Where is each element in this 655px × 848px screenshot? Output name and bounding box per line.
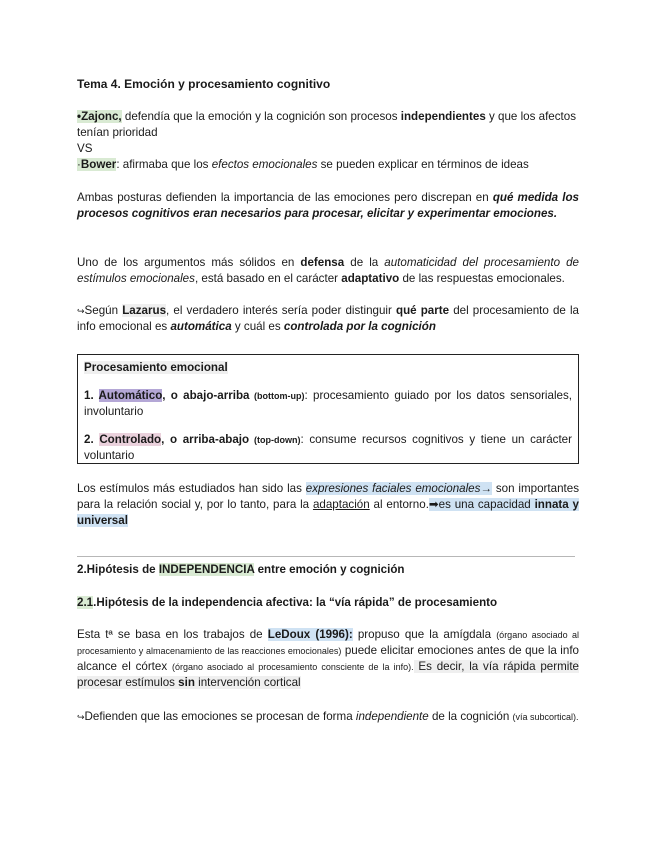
text: y cuál es — [231, 320, 284, 333]
text: , o abajo-arriba — [162, 389, 250, 402]
text: de la cognición — [428, 710, 513, 723]
paragraph-ledoux — [77, 627, 579, 691]
automaticidad-phrase: automaticidad del procesamiento de estímulos emocionales — [77, 256, 579, 285]
text: , o arriba-abajo — [161, 433, 250, 446]
bullet-dot: • — [77, 110, 82, 123]
text: al entorno. — [369, 498, 429, 511]
small-note: (bottom-up) — [249, 391, 305, 401]
paragraph-estimulos — [77, 481, 579, 529]
controlado-term: Controlado — [99, 433, 162, 446]
text: de la — [344, 256, 385, 269]
text: Esta tª se basa en los trabajos de — [77, 628, 268, 641]
section-2-heading — [77, 562, 579, 578]
text: 2.Hipótesis de — [77, 563, 159, 576]
section-number: 2.1 — [77, 596, 94, 609]
text: es una capacidad — [438, 498, 535, 511]
text: : procesamiento guiado por los datos sensoriales, involuntario — [84, 389, 572, 418]
question-phrase: qué medida los procesos cognitivos eran necesarios para procesar, elicitar y experimentar emociones. — [77, 191, 579, 220]
box-header-text: Procesamiento emocional — [84, 361, 228, 374]
expresiones-phrase: expresiones faciales emocionales→ — [305, 482, 492, 495]
text: Uno de los argumentos más sólidos en — [77, 256, 301, 269]
paragraph-argumentos — [77, 255, 579, 287]
right-arrow-icon: ➡ — [428, 498, 439, 511]
independencia-term: INDEPENDENCIA — [158, 563, 255, 576]
innata-term: innata y universal — [77, 498, 579, 527]
item-number: 2. — [84, 433, 100, 446]
paragraph-ambas — [77, 190, 579, 222]
independiente-term: independiente — [355, 710, 429, 723]
text: , el verdadero interés sería poder distinguir — [166, 304, 396, 317]
paragraph-zajonc — [77, 109, 579, 141]
text: Ambas posturas defienden la importancia de las emociones pero discrepan en — [77, 191, 493, 204]
text: Defienden que las emociones se procesan de forma — [84, 710, 356, 723]
bower-term: Bower — [80, 158, 117, 171]
box-item-automatico — [84, 388, 572, 419]
text: Es decir, la vía rápida permite procesar estímulos — [77, 660, 579, 689]
section-divider — [77, 556, 575, 557]
controlada-term: controlada por la cognición — [283, 320, 436, 333]
item-number: 1. — [84, 389, 99, 402]
text: entre emoción y cognición — [254, 563, 405, 576]
independientes-term: independientes — [400, 110, 486, 123]
text: propuso que la amígdala — [352, 628, 497, 641]
text: Según — [84, 304, 123, 317]
text: intervención cortical — [194, 676, 301, 689]
document-title: Tema 4. Emoción y procesamiento cognitivo — [77, 77, 331, 91]
text: puede elicitar emociones antes de que la info alcance el córtex — [77, 644, 579, 673]
sin-term: sin — [178, 676, 195, 689]
text: , está basado en el carácter — [194, 272, 342, 285]
return-arrow-icon: ↪ — [77, 306, 85, 316]
que-parte-term: qué parte — [395, 304, 450, 317]
adaptativo-term: adaptativo — [341, 272, 400, 285]
ledoux-term: LeDoux (1996): — [267, 628, 353, 641]
automatico-term: Automático — [98, 389, 163, 402]
paragraph-bower — [77, 157, 579, 173]
small-note: (vía subcortical). — [512, 712, 579, 722]
text: .Hipótesis de la independencia afectiva: la “vía rápida” de procesamiento — [93, 596, 498, 609]
box-item-controlado — [84, 432, 572, 463]
text: se pueden explicar en términos de ideas — [317, 158, 529, 171]
return-arrow-icon: ↪ — [77, 712, 85, 722]
zajonc-term: Zajonc, — [81, 110, 122, 123]
text: y que los afectos tenían prioridad — [77, 110, 577, 139]
text: : consume recursos cognitivos y tiene un carácter voluntario — [84, 433, 572, 462]
automatica-term: automática — [170, 320, 232, 333]
procesamiento-box — [77, 354, 579, 464]
text: del procesamiento de la info emocional es — [77, 304, 580, 333]
bullet-dot: · — [77, 158, 81, 171]
small-note: (órgano asociado al procesamiento y almacenamiento de las reacciones emocionales) — [77, 630, 579, 656]
text: son importantes para la relación social y, por lo tanto, para la — [77, 482, 579, 511]
small-note: (top-down) — [249, 435, 301, 445]
adaptacion-term: adaptación — [312, 498, 370, 511]
small-note: (órgano asociado al procesamiento consciente de la info). — [171, 662, 414, 672]
vs-line: VS — [77, 142, 93, 155]
text: : afirmaba que los — [116, 158, 212, 171]
box-header — [84, 360, 572, 375]
efectos-term: efectos emocionales — [211, 158, 318, 171]
text: Los estímulos más estudiados han sido las — [77, 482, 306, 495]
lazarus-term: Lazarus — [122, 304, 167, 317]
paragraph-lazarus — [77, 303, 579, 335]
paragraph-defienden — [77, 709, 579, 725]
text: defendía que la emoción y la cognición son procesos — [121, 110, 401, 123]
section-2-1-heading — [77, 595, 579, 611]
defensa-term: defensa — [300, 256, 345, 269]
text: de las respuestas emocionales. — [399, 272, 565, 285]
